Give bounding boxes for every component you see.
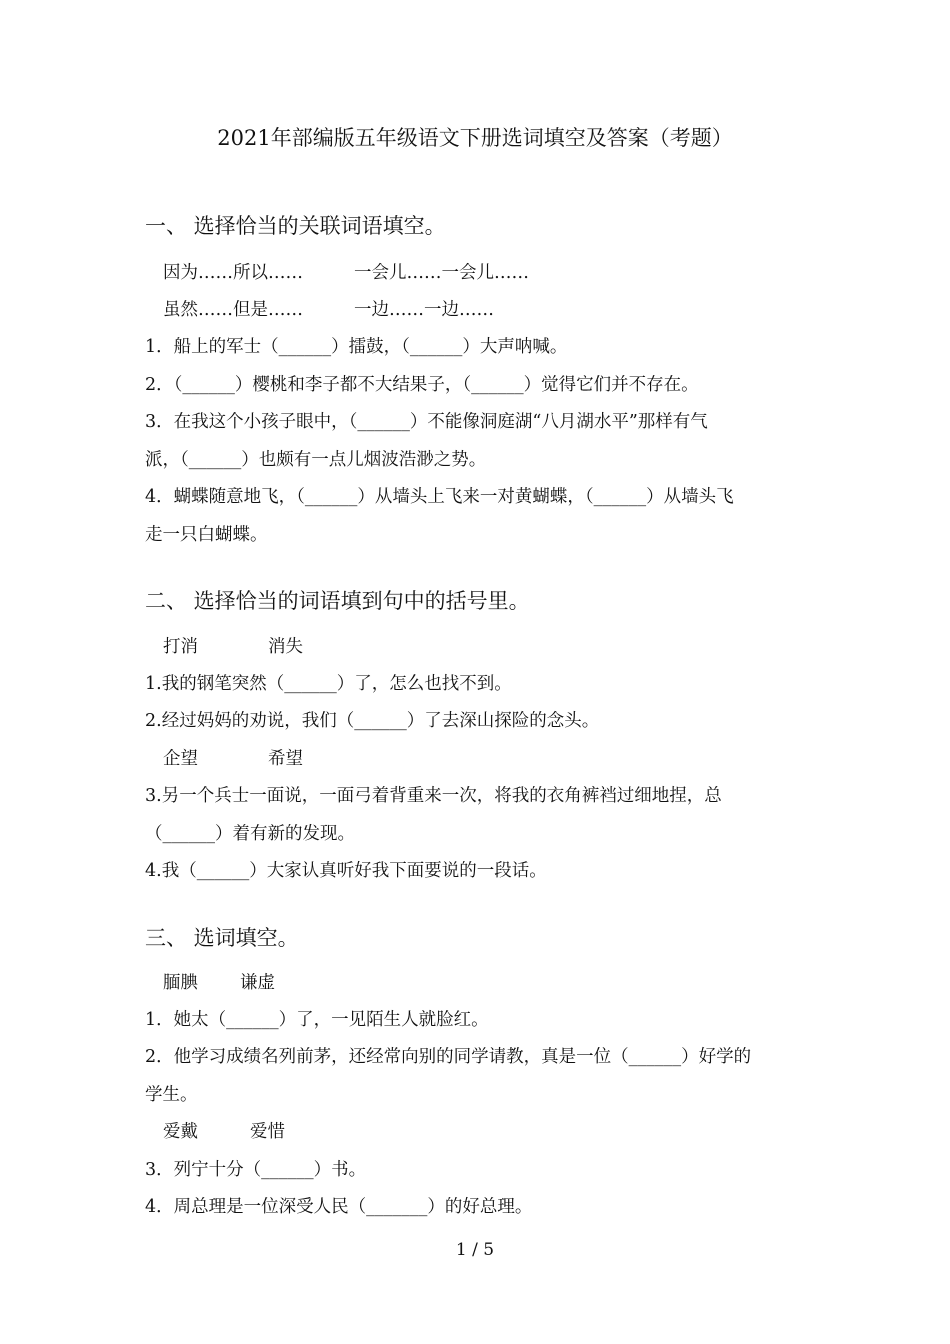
question-line: 3.另一个兵士一面说，一面弓着背重来一次，将我的衣角裤裆过细地捏，总 bbox=[145, 786, 722, 806]
question-line: 4.我（______）大家认真听好我下面要说的一段话。 bbox=[145, 861, 547, 881]
question-line: 3．在我这个小孩子眼中，（______）不能像洞庭湖“八月湖水平”那样有气 bbox=[145, 412, 708, 432]
section-3-heading: 三、 选词填空。 bbox=[145, 926, 299, 950]
question-line: 1.我的钢笔突然（______）了，怎么也找不到。 bbox=[145, 674, 512, 694]
question-line: 1．她太（______）了，一见陌生人就脸红。 bbox=[145, 1010, 489, 1030]
question-line: 4．蝴蝶随意地飞，（______）从墙头上飞来一对黄蝴蝶，（______）从墙头飞 bbox=[145, 487, 734, 507]
word-choice: 企望 bbox=[163, 749, 198, 769]
question-line: 2.经过妈妈的劝说，我们（______）了去深山探险的念头。 bbox=[145, 711, 600, 731]
question-line: 3．列宁十分（______）书。 bbox=[145, 1160, 367, 1180]
word-choice: 一边……一边…… bbox=[354, 300, 494, 320]
page-title: 2021年部编版五年级语文下册选词填空及答案（考题） bbox=[217, 126, 733, 150]
word-choice: 一会儿……一会儿…… bbox=[354, 263, 529, 283]
word-choice: 谦虚 bbox=[240, 973, 275, 993]
question-line: 学生。 bbox=[145, 1085, 198, 1105]
question-line: 派，（______）也颇有一点儿烟波浩渺之势。 bbox=[145, 450, 487, 470]
word-choice: 腼腆 bbox=[163, 973, 198, 993]
word-choice: 消失 bbox=[268, 637, 303, 657]
question-line: 1．船上的军士（______）擂鼓，（______）大声呐喊。 bbox=[145, 337, 568, 357]
question-line: 走一只白蝴蝶。 bbox=[145, 525, 268, 545]
question-line: 2．（______）樱桃和李子都不大结果子，（______）觉得它们并不存在。 bbox=[145, 375, 699, 395]
question-line: 4．周总理是一位深受人民（_______）的好总理。 bbox=[145, 1197, 533, 1217]
word-choice: 爱惜 bbox=[250, 1122, 285, 1142]
word-choice: 希望 bbox=[268, 749, 303, 769]
section-1-heading: 一、 选择恰当的关联词语填空。 bbox=[145, 214, 446, 238]
word-choice: 爱戴 bbox=[163, 1122, 198, 1142]
word-choice: 因为……所以…… bbox=[163, 263, 303, 283]
question-line: （______）着有新的发现。 bbox=[145, 824, 355, 844]
page-number: 1 / 5 bbox=[455, 1240, 495, 1260]
word-choice: 打消 bbox=[163, 637, 198, 657]
section-2-heading: 二、 选择恰当的词语填到句中的括号里。 bbox=[145, 589, 530, 613]
word-choice: 虽然……但是…… bbox=[163, 300, 303, 320]
question-line: 2．他学习成绩名列前茅，还经常向别的同学请教，真是一位（______）好学的 bbox=[145, 1047, 752, 1067]
